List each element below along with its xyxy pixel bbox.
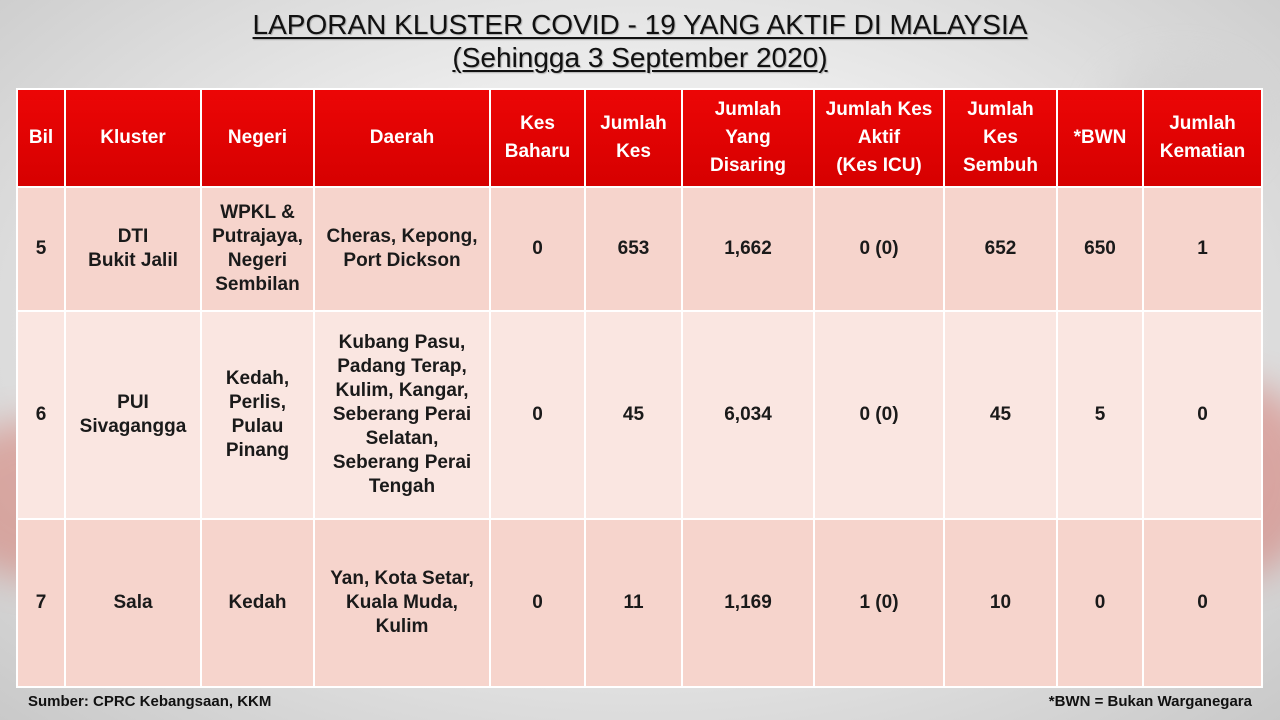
cell-kes-sembuh: 10: [944, 519, 1057, 687]
cell-kluster: Sala: [65, 519, 201, 687]
report-title: [0, 8, 1280, 74]
cell-negeri: Kedah, Perlis, Pulau Pinang: [201, 311, 314, 519]
cell-bwn: 0: [1057, 519, 1143, 687]
cell-kematian: 0: [1143, 311, 1262, 519]
header-jumlah-disaring: Jumlah Yang Disaring: [682, 89, 814, 187]
cell-daerah: Kubang Pasu, Padang Terap, Kulim, Kangar, Seberang Perai Selatan, Seberang Perai Tengah: [314, 311, 490, 519]
table-row: [17, 187, 1262, 311]
cell-daerah: Yan, Kota Setar, Kuala Muda, Kulim: [314, 519, 490, 687]
cell-jumlah-kes: 45: [585, 311, 682, 519]
cell-bwn: 5: [1057, 311, 1143, 519]
cell-kes-aktif: 1 (0): [814, 519, 944, 687]
cell-bil: 5: [17, 187, 65, 311]
header-bil: Bil: [17, 89, 65, 187]
header-kes-sembuh: Jumlah Kes Sembuh: [944, 89, 1057, 187]
title-line-2: (Sehingga 3 September 2020): [452, 42, 828, 73]
header-bwn: *BWN: [1057, 89, 1143, 187]
cell-kes-aktif: 0 (0): [814, 187, 944, 311]
cell-kluster: DTI Bukit Jalil: [65, 187, 201, 311]
table-row: [17, 311, 1262, 519]
cell-negeri: Kedah: [201, 519, 314, 687]
header-daerah: Daerah: [314, 89, 490, 187]
table-header-row: [17, 89, 1262, 187]
cell-kematian: 1: [1143, 187, 1262, 311]
header-kematian: Jumlah Kematian: [1143, 89, 1262, 187]
cell-kes-sembuh: 45: [944, 311, 1057, 519]
cell-kes-aktif: 0 (0): [814, 311, 944, 519]
cell-bil: 7: [17, 519, 65, 687]
title-line-1: LAPORAN KLUSTER COVID - 19 YANG AKTIF DI MALAYSIA: [252, 9, 1028, 40]
header-kluster: Kluster: [65, 89, 201, 187]
cell-daerah: Cheras, Kepong, Port Dickson: [314, 187, 490, 311]
cell-kematian: 0: [1143, 519, 1262, 687]
bwn-footnote: *BWN = Bukan Warganegara: [1048, 693, 1252, 710]
cell-kes-baharu: 0: [490, 519, 585, 687]
cell-bwn: 650: [1057, 187, 1143, 311]
cell-jumlah-kes: 11: [585, 519, 682, 687]
cell-kes-baharu: 0: [490, 311, 585, 519]
cell-bil: 6: [17, 311, 65, 519]
cell-kes-sembuh: 652: [944, 187, 1057, 311]
cell-jumlah-disaring: 1,169: [682, 519, 814, 687]
cell-negeri: WPKL & Putrajaya, Negeri Sembilan: [201, 187, 314, 311]
cell-jumlah-disaring: 1,662: [682, 187, 814, 311]
source-note: Sumber: CPRC Kebangsaan, KKM: [28, 693, 272, 710]
table-row: [17, 519, 1262, 687]
cell-jumlah-disaring: 6,034: [682, 311, 814, 519]
cluster-table: [16, 88, 1263, 688]
cell-kes-baharu: 0: [490, 187, 585, 311]
cell-kluster: PUI Sivagangga: [65, 311, 201, 519]
cell-jumlah-kes: 653: [585, 187, 682, 311]
header-jumlah-kes: Jumlah Kes: [585, 89, 682, 187]
header-kes-aktif: Jumlah Kes Aktif (Kes ICU): [814, 89, 944, 187]
header-negeri: Negeri: [201, 89, 314, 187]
header-kes-baharu: Kes Baharu: [490, 89, 585, 187]
